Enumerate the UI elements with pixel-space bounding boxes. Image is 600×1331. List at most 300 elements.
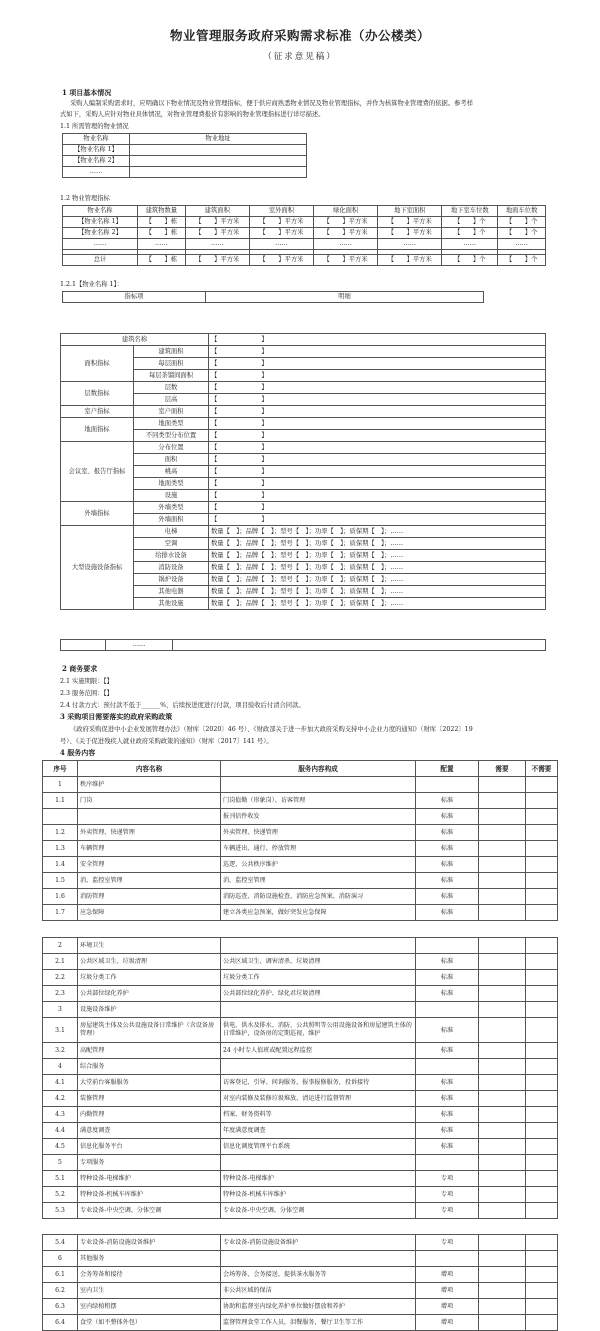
payment-terms: 2.4 付款方式：预付款不低于______%，后续按进度进行付款，项目验收后付清合同款。 [60,702,305,709]
section-1-heading: 1 项目基本情况 [62,88,112,97]
service-no: 6 [43,1251,78,1267]
service-config: 增项 [416,1315,479,1331]
not-need-cell [526,841,558,857]
header-content-name: 内容名称 [78,761,221,777]
need-cell [479,1155,526,1171]
service-no: 5 [43,1155,78,1171]
table-row [63,228,546,239]
indicator-item: 桃高 [134,466,209,478]
service-description: 消防巡查、消防设施检查、消防应急预案、消防演习 [221,889,416,905]
table-row [61,574,546,586]
service-name: 专业设备-中央空调、分体空调 [78,1203,221,1219]
need-cell [479,1315,526,1331]
indicator-value: 【 】平方米 [378,228,442,239]
indicator-value: …… [185,239,249,250]
need-cell [479,1283,526,1299]
service-description: 门岗值勤（形象岗）、访客管理 [221,793,416,809]
service-no: 5.1 [43,1171,78,1187]
policy-line-1: 《政府采购促进中小企业发展管理办法》（财库〔2020〕46 号）、《财政部关于进一步加大政府采购支持中小企业力度的通知》（财库〔2022〕19 [70,726,473,733]
service-config: 标准 [416,809,479,825]
property-address-cell [130,156,307,167]
table-row [61,454,546,466]
need-cell [479,1203,526,1219]
table-row [61,550,546,562]
table-row [43,954,558,970]
service-config [416,1059,479,1075]
service-no: 4.5 [43,1139,78,1155]
service-description: 年度满意度调查 [221,1123,416,1139]
header-service-composition: 服务内容构成 [221,761,416,777]
service-config: 标准 [416,793,479,809]
indicator-item: 给排水设备 [134,550,209,562]
header-property-name: 物业名称 [63,134,130,145]
service-config: 标准 [416,1139,479,1155]
table-row [61,466,546,478]
header-not-need: 不需要 [526,761,558,777]
indicator-value: 【 】个 [498,228,546,239]
indicator-value: 【 】平方米 [249,228,313,239]
service-description: 车辆进出、通行、停放管理 [221,841,416,857]
service-config: 增项 [416,1267,479,1283]
service-no: 2.3 [43,986,78,1002]
not-need-cell [526,986,558,1002]
table-row [43,1107,558,1123]
table-row [61,598,546,610]
service-name: 公共区域卫生、垃圾清理 [78,954,221,970]
service-no: 5.3 [43,1203,78,1219]
service-config: 标准 [416,1123,479,1139]
need-cell [479,1139,526,1155]
service-config: 标准 [416,857,479,873]
service-no: 1.3 [43,841,78,857]
indicator-header: 建筑面积 [185,206,249,217]
service-description: 供电、供水及排水、消防、公共照明等公用设施设备和房屋建筑主体的日常维护，设备房的定期巡视，维护 [221,1018,416,1043]
service-config [416,1155,479,1171]
service-description: 访客登记、引导、问询服务，报事报修服务，投诉接待 [221,1075,416,1091]
service-config: 标准 [416,1091,479,1107]
service-name: 特种设备-电梯维护 [78,1171,221,1187]
service-name: 专项服务 [78,1155,221,1171]
service-config: 标准 [416,905,479,921]
indicator-value: 【 】个 [498,217,546,228]
not-need-cell [526,1123,558,1139]
need-cell [479,954,526,970]
section-3-heading: 3 采购项目需要落实的政府采购政策 [60,712,173,721]
property-list-table [62,133,307,178]
bracket-value: 【 】 [209,478,546,490]
need-cell [479,938,526,954]
indicator-value: 【 】栋 [138,228,186,239]
service-name: 大堂前台客服服务 [78,1075,221,1091]
header-indicator-detail: 明细 [206,292,484,303]
service-description: 外卖管理、快递管理 [221,825,416,841]
indicator-value: 【 】平方米 [249,255,313,266]
service-config: 增项 [416,1299,479,1315]
need-cell [479,841,526,857]
bracket-value: 【 】 [209,346,546,358]
not-need-cell [526,1043,558,1059]
table-row [61,346,546,358]
service-no: 6.3 [43,1299,78,1315]
need-cell [479,1002,526,1018]
service-no: 5.4 [43,1235,78,1251]
property-name-cell: …… [63,167,130,178]
service-name: 设施设备维护 [78,1002,221,1018]
indicator-value: 【 】平方米 [249,217,313,228]
service-name: 消、监控室管理 [78,873,221,889]
service-name: 特种设备-机械车库维护 [78,1187,221,1203]
service-name: 车辆管理 [78,841,221,857]
indicator-header: 地下室面积 [378,206,442,217]
need-cell [479,1091,526,1107]
not-need-cell [526,970,558,986]
table-row [43,1002,558,1018]
indicator-value: 【 】平方米 [378,217,442,228]
need-cell [479,1187,526,1203]
not-need-cell [526,1235,558,1251]
service-scope: 2.3 服务范围：【】 [60,690,113,697]
table-row [43,1315,558,1331]
bracket-value: 【 】 [209,358,546,370]
property-address-cell [130,167,307,178]
not-need-cell [526,1091,558,1107]
table-row [43,970,558,986]
service-description [221,938,416,954]
service-no: 1.2 [43,825,78,841]
service-no: 1.6 [43,889,78,905]
indicator-value: 【 】平方米 [314,217,378,228]
indicator-value: 【 】平方米 [314,228,378,239]
service-description: 非公共区域的保洁 [221,1283,416,1299]
service-description: 巡逻、公共秩序维护 [221,857,416,873]
service-description: 会场筹备、会务接送、提供茶水服务等 [221,1267,416,1283]
indicator-group-label: 大型设施设备指标 [61,526,134,610]
header-need: 需要 [479,761,526,777]
section-4-heading: 4 服务内容 [60,748,96,757]
indicator-item: 设施 [134,490,209,502]
table-row [43,1075,558,1091]
service-no: 1.1 [43,793,78,809]
table-row [61,370,546,382]
service-config: 专项 [416,1203,479,1219]
need-cell [479,1107,526,1123]
service-name: 室内卫生 [78,1283,221,1299]
service-no [43,809,78,825]
service-description [221,1002,416,1018]
indicator-value: …… [249,239,313,250]
need-cell [479,970,526,986]
not-need-cell [526,1283,558,1299]
table-row [43,1299,558,1315]
indicator-item: 地面类型 [134,418,209,430]
indicator-value: …… [378,239,442,250]
intro-line-1: 采购人编制采购需求时，应明确以下物业情况及物业管理指标，便于供应商熟悉物业情况及物业管理指标，并作为核算物业管理费的依据。参考样 [70,100,473,107]
service-name: 信息化服务平台 [78,1139,221,1155]
need-cell [479,889,526,905]
service-config: 标准 [416,889,479,905]
table-row [43,1203,558,1219]
bracket-value: 【 】 [209,430,546,442]
not-need-cell [526,1018,558,1043]
not-need-cell [526,1155,558,1171]
indicator-header: 地面车位数 [498,206,546,217]
indicator-value: 【 】平方米 [185,228,249,239]
need-cell [479,1123,526,1139]
table-row [61,430,546,442]
need-cell [479,1299,526,1315]
indicator-group-label: 面积指标 [61,346,134,382]
table-row [61,394,546,406]
indicator-value: 【 】个 [442,228,498,239]
table-row [61,538,546,550]
need-cell [479,1018,526,1043]
bracket-value: 【 】 [209,466,546,478]
bracket-value: 【 】 [209,502,546,514]
service-config: 标准 [416,825,479,841]
need-cell [479,1171,526,1187]
equipment-spec: 数量【 】；品牌【 】；型号【 】；功率【 】；质保期【 】；…… [209,574,546,586]
need-cell [479,809,526,825]
table-row [43,1235,558,1251]
service-no: 2 [43,938,78,954]
indicator-value: …… [498,239,546,250]
table-row [43,777,558,793]
equipment-spec: 数量【 】；品牌【 】；型号【 】；功率【 】；质保期【 】；…… [209,586,546,598]
indicator-group-label: 外墙指标 [61,502,134,526]
service-name: 会务筹备和接待 [78,1267,221,1283]
table-row [63,145,307,156]
indicator-header: 物业名称 [63,206,138,217]
service-config: 标准 [416,954,479,970]
not-need-cell [526,873,558,889]
service-name: 室内绿植租摆 [78,1299,221,1315]
service-description: 报刊信件收发 [221,809,416,825]
indicator-value: …… [442,239,498,250]
header-config: 配置 [416,761,479,777]
service-config: 标准 [416,986,479,1002]
indicator-row-name: 总计 [63,255,138,266]
service-description: 档案、财务资料等 [221,1107,416,1123]
bracket-value: 【 】 [209,442,546,454]
service-name: 外卖管理、快递管理 [78,825,221,841]
service-description: 监督管理食堂工作人员，泪餐服务，餐厅卫生等工作 [221,1315,416,1331]
bracket-value: 【 】 [209,514,546,526]
table-row [61,406,546,418]
table-row [43,1171,558,1187]
service-no: 4.3 [43,1107,78,1123]
service-name: 秩序维护 [78,777,221,793]
service-description: 公共区域卫生、调害清杀、垃圾清理 [221,954,416,970]
indicator-value: …… [314,239,378,250]
service-config: 标准 [416,1018,479,1043]
indicator-header: 室外面积 [249,206,313,217]
indicator-value: 【 】个 [442,217,498,228]
indicator-item: 空调 [134,538,209,550]
not-need-cell [526,1002,558,1018]
building-detail-table [60,333,546,610]
service-config: 标准 [416,970,479,986]
service-name: 消防管理 [78,889,221,905]
service-config: 标准 [416,873,479,889]
indicator-value: …… [138,239,186,250]
service-no: 4 [43,1059,78,1075]
header-property-address: 物业地址 [130,134,307,145]
service-description: 对室内装修及装修垃圾堆放、清运进行监督管理 [221,1091,416,1107]
property-name-cell: 【物业名称 1】 [63,145,130,156]
not-need-cell [526,1059,558,1075]
indicator-item: 电梯 [134,526,209,538]
service-no: 2.2 [43,970,78,986]
need-cell [479,857,526,873]
service-config: 标准 [416,1107,479,1123]
indicator-item: 地面类型 [134,478,209,490]
table-row [61,490,546,502]
service-no: 4.4 [43,1123,78,1139]
indicator-group-label: 会议室、报告厅指标 [61,442,134,502]
service-config: 专项 [416,1235,479,1251]
service-config: 专项 [416,1187,479,1203]
service-no: 1.7 [43,905,78,921]
service-description: 24 小时专人值班或配置远程监控 [221,1043,416,1059]
bracket-value: 【 】 [209,382,546,394]
indicator-row-name: …… [63,239,138,250]
table-row [61,418,546,430]
indicator-item: 外墙类型 [134,502,209,514]
implementation-period: 2.1 实施期限：【】 [60,678,113,685]
not-need-cell [526,1315,558,1331]
service-config: 专项 [416,1171,479,1187]
service-description: 信息化调度管理平台系统 [221,1139,416,1155]
not-need-cell [526,1251,558,1267]
bracket-value: 【 】 [209,370,546,382]
bracket-value: 【 】 [209,406,546,418]
not-need-cell [526,1107,558,1123]
indicator-value: 【 】栋 [138,217,186,228]
bracket-value: 【 】 [209,418,546,430]
service-config [416,777,479,793]
indicator-item: 外墙面积 [134,514,209,526]
indicator-item: 每层面积 [134,358,209,370]
service-description: 专业设备-消防设施设备维护 [221,1235,416,1251]
table-row [43,889,558,905]
service-description: 消、监控室管理 [221,873,416,889]
indicator-row-name: 【物业名称 2】 [63,228,138,239]
table-row [43,857,558,873]
indicator-item: 每层茶馏间面积 [134,370,209,382]
service-name: 环境卫生 [78,938,221,954]
indicator-item: 面积 [134,454,209,466]
not-need-cell [526,1075,558,1091]
not-need-cell [526,1187,558,1203]
document-title: 物业管理服务政府采购需求标准（办公楼类） [169,28,430,43]
section-1-2-1-heading: 1.2.1【物业名称 1】： [60,281,123,288]
service-config [416,1251,479,1267]
indicator-row-name: 【物业名称 1】 [63,217,138,228]
need-cell [479,873,526,889]
table-row [43,938,558,954]
not-need-cell [526,905,558,921]
service-config [416,938,479,954]
table-row [43,1155,558,1171]
indicator-item: 建筑面积 [134,346,209,358]
not-need-cell [526,889,558,905]
table-row [63,255,546,266]
table-row [43,905,558,921]
service-name: 应急保障 [78,905,221,921]
indicator-value: 【 】个 [498,255,546,266]
table-row [63,217,546,228]
service-name [78,809,221,825]
service-description: 垃圾分类工作 [221,970,416,986]
bracket-value: 【 】 [209,454,546,466]
table-row [61,502,546,514]
service-name: 其他服务 [78,1251,221,1267]
service-content-table-continued-2 [42,1234,558,1331]
indicator-group-label: 地面指标 [61,418,134,442]
service-name: 内勤管理 [78,1107,221,1123]
service-description [221,1059,416,1075]
service-name: 装修管理 [78,1091,221,1107]
indicator-value: 【 】栋 [138,255,186,266]
table-row [61,382,546,394]
bracket-value: 【 】 [209,490,546,502]
service-no: 3.2 [43,1043,78,1059]
not-need-cell [526,777,558,793]
not-need-cell [526,1299,558,1315]
need-cell [479,777,526,793]
table-row [43,873,558,889]
policy-line-2: 号）、《关于促进残疾人就业政府采购政策的通知》（财库〔2017〕141 号）。 [60,738,273,745]
equipment-spec: 数量【 】；品牌【 】；型号【 】；功率【 】；质保期【 】；…… [209,550,546,562]
indicator-item: 其他电器 [134,586,209,598]
indicator-item: 分布位置 [134,442,209,454]
property-indicators-table [62,205,546,266]
service-name: 满意度调查 [78,1123,221,1139]
indicator-value: 【 】平方米 [185,217,249,228]
need-cell [479,793,526,809]
indicator-item: 不同类型分布位置 [134,430,209,442]
table-row [61,562,546,574]
indicator-value: 【 】个 [442,255,498,266]
service-no: 1.4 [43,857,78,873]
table-row [61,514,546,526]
service-name: 高配管理 [78,1043,221,1059]
indicator-item: 锅炉设备 [134,574,209,586]
equipment-spec: 数量【 】；品牌【 】；型号【 】；功率【 】；质保期【 】；…… [209,598,546,610]
service-description: 公共部位绿化养护、绿化君垃圾清理 [221,986,416,1002]
indicator-header: 地下室车位数 [442,206,498,217]
equipment-spec: 数量【 】；品牌【 】；型号【 】；功率【 】；质保期【 】；…… [209,562,546,574]
service-config: 增项 [416,1283,479,1299]
indicator-header-table [62,291,484,303]
indicator-item: 层数 [134,382,209,394]
table-row [43,809,558,825]
table-row [43,1283,558,1299]
service-config [416,1002,479,1018]
not-need-cell [526,1171,558,1187]
not-need-cell [526,809,558,825]
table-row [61,358,546,370]
need-cell [479,825,526,841]
table-row [43,1018,558,1043]
need-cell [479,986,526,1002]
service-no: 3 [43,1002,78,1018]
not-need-cell [526,857,558,873]
building-name-label: 建筑名称 [61,334,209,346]
service-no: 4.2 [43,1091,78,1107]
table-row [61,586,546,598]
service-no: 1.5 [43,873,78,889]
